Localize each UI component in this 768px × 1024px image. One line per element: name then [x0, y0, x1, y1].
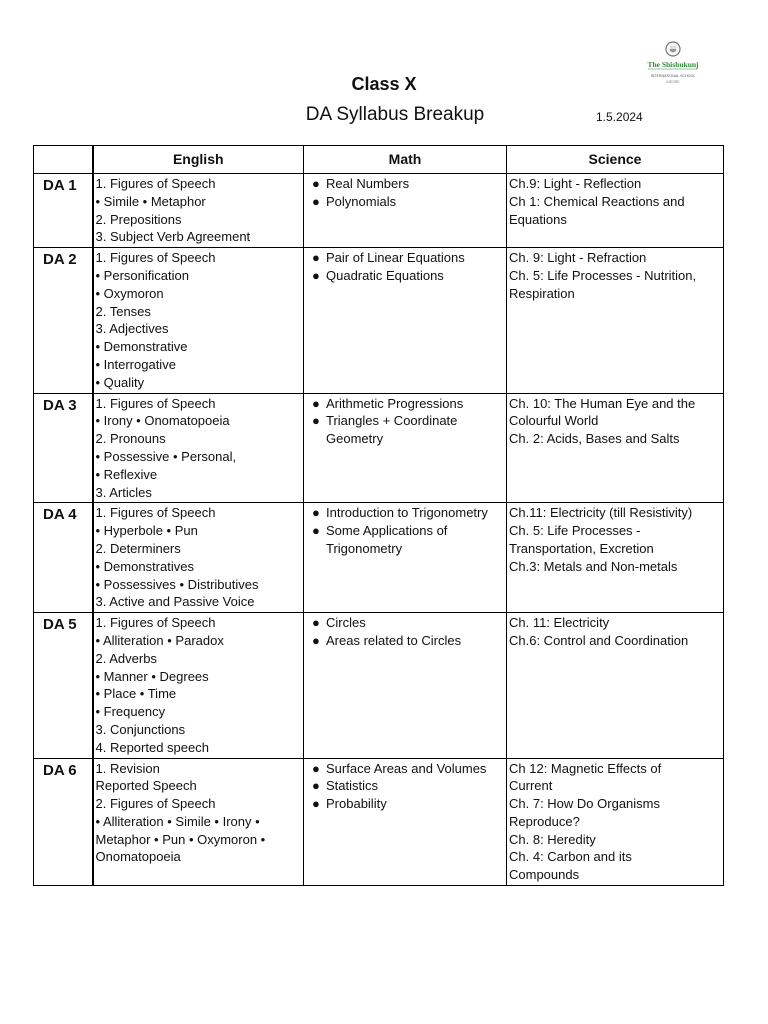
math-topic	[306, 504, 504, 522]
math-topic	[306, 412, 504, 448]
bullet-icon: ●	[312, 760, 320, 776]
row-label: DA 1	[34, 174, 93, 248]
science-topic: Current	[509, 778, 553, 794]
science-topic: Ch 1: Chemical Reactions and	[509, 193, 685, 209]
math-topic	[306, 777, 504, 795]
english-topic: • Reflexive	[95, 466, 158, 482]
english-topic: • Demonstratives	[95, 558, 194, 574]
math-topic-text: Statistics	[326, 778, 379, 794]
english-topic: • Manner • Degrees	[95, 668, 209, 684]
english-topic: 2. Adverbs	[95, 650, 157, 666]
science-topic: Ch. 11: Electricity	[509, 615, 610, 631]
math-topic	[306, 193, 504, 211]
science-cell	[507, 393, 724, 503]
science-topic: Ch. 2: Acids, Bases and Salts	[509, 431, 680, 447]
math-topic	[306, 522, 504, 558]
science-cell	[507, 248, 724, 393]
column-header-math: Math	[304, 146, 507, 174]
science-cell	[507, 613, 724, 758]
math-topic-list	[306, 175, 504, 211]
math-topic-text: Some Applications of Trigonometry	[326, 523, 448, 556]
math-topic-text: Arithmetic Progressions	[326, 395, 464, 411]
english-topic: 2. Determiners	[95, 540, 181, 556]
science-topic: Ch. 4: Carbon and its	[509, 849, 632, 865]
math-topic-list	[306, 395, 504, 448]
english-topic: Reported Speech	[95, 778, 197, 794]
science-topic: Respiration	[509, 285, 575, 301]
english-cell	[93, 393, 304, 503]
math-topic	[306, 614, 504, 632]
science-topic: Ch. 9: Light - Refraction	[509, 250, 647, 266]
table-row	[34, 393, 724, 503]
table-row	[34, 758, 724, 886]
math-cell	[304, 248, 507, 393]
english-topic: 1. Figures of Speech	[95, 250, 216, 266]
english-topic: 1. Figures of Speech	[95, 505, 216, 521]
math-topic	[306, 632, 504, 650]
column-header-science: Science	[507, 146, 724, 174]
math-topic-text: Circles	[326, 615, 366, 631]
math-topic	[306, 249, 504, 267]
bullet-icon: ●	[312, 632, 320, 648]
science-topic: Ch 12: Magnetic Effects of	[509, 760, 662, 776]
math-topic	[306, 175, 504, 193]
math-topic-text: Triangles + Coordinate Geometry	[326, 413, 458, 447]
math-topic-list	[306, 249, 504, 285]
math-topic	[306, 267, 504, 285]
science-topic: Reproduce?	[509, 813, 580, 829]
english-topic: • Interrogative	[95, 356, 176, 372]
logo-subtext: INTERNATIONAL SCHOOL	[650, 74, 696, 78]
math-topic-text: Surface Areas and Volumes	[326, 760, 487, 776]
row-label: DA 6	[34, 758, 93, 886]
english-topic: 1. Revision	[95, 760, 160, 776]
math-cell	[304, 174, 507, 248]
bullet-icon: ●	[312, 778, 320, 794]
english-topic: Metaphor • Pun • Oxymoron •	[95, 831, 266, 847]
math-topic-list	[306, 614, 504, 650]
science-topic: Ch. 10: The Human Eye and the	[509, 395, 696, 411]
table-row	[34, 174, 724, 248]
page-subtitle: DA Syllabus Breakup	[305, 104, 485, 125]
science-topic: Ch.11: Electricity (till Resistivity)	[509, 505, 693, 521]
english-topic: • Simile • Metaphor	[95, 193, 206, 209]
english-topic: • Personification	[95, 267, 189, 283]
bullet-icon: ●	[312, 615, 320, 631]
english-topic: 3. Subject Verb Agreement	[95, 229, 251, 245]
science-topic: Colourful World	[509, 413, 599, 429]
english-topic: 3. Adjectives	[95, 321, 169, 337]
english-topic: Onomatopoeia	[95, 849, 181, 865]
english-topic: • Frequency	[95, 704, 166, 720]
logo-wordmark: The Shishukunj	[647, 60, 699, 69]
english-topic: 3. Active and Passive Voice	[95, 594, 255, 610]
science-topic: Ch.9: Light - Reflection	[509, 176, 642, 191]
row-label: DA 5	[34, 613, 93, 758]
english-topic: • Possessive • Personal,	[95, 448, 237, 464]
english-cell	[93, 758, 304, 886]
bullet-icon: ●	[312, 395, 320, 411]
math-topic-text: Quadratic Equations	[326, 267, 444, 283]
english-topic: 2. Pronouns	[95, 431, 166, 447]
bullet-icon: ●	[312, 796, 320, 812]
math-topic-text: Probability	[326, 796, 387, 812]
science-cell	[507, 758, 724, 886]
math-cell	[304, 758, 507, 886]
bullet-icon: ●	[312, 523, 320, 539]
math-topic-list	[306, 504, 504, 557]
english-topic: 4. Reported speech	[95, 739, 209, 755]
math-topic	[306, 395, 504, 413]
row-label: DA 4	[34, 503, 93, 613]
math-topic-text: Pair of Linear Equations	[326, 250, 465, 266]
math-cell	[304, 393, 507, 503]
row-label: DA 2	[34, 248, 93, 393]
science-topic: Ch. 8: Heredity	[509, 831, 596, 847]
page-title: Class X	[351, 74, 417, 94]
english-topic: 2. Prepositions	[95, 211, 182, 227]
english-topic: • Alliteration • Paradox	[95, 632, 224, 648]
english-topic: 3. Conjunctions	[95, 721, 186, 737]
english-topic: • Quality	[95, 374, 145, 390]
english-topic: • Demonstrative	[95, 339, 188, 355]
science-topic: Transportation, Excretion	[509, 540, 654, 556]
row-label: DA 3	[34, 393, 93, 503]
english-topic: • Place • Time	[95, 686, 177, 702]
science-topic: Ch. 5: Life Processes - Nutrition,	[509, 267, 697, 283]
science-topic: Compounds	[509, 867, 580, 883]
science-topic: Ch. 7: How Do Organisms	[509, 796, 660, 812]
math-topic	[306, 795, 504, 813]
english-topic: • Possessives • Distributives	[95, 576, 259, 592]
english-topic: 1. Figures of Speech	[95, 176, 216, 191]
english-cell	[93, 503, 304, 613]
english-cell	[93, 613, 304, 758]
bullet-icon: ●	[312, 267, 320, 283]
english-topic: 1. Figures of Speech	[95, 395, 216, 411]
table-row	[34, 613, 724, 758]
crest-icon	[666, 42, 680, 56]
logo-city: INDORE	[666, 80, 680, 84]
math-topic	[306, 760, 504, 778]
table-header-row	[34, 146, 724, 174]
table-row	[34, 503, 724, 613]
bullet-icon: ●	[312, 176, 320, 191]
bullet-icon: ●	[312, 413, 320, 429]
science-cell	[507, 503, 724, 613]
science-topic: Ch.3: Metals and Non-metals	[509, 558, 678, 574]
science-topic: Ch.6: Control and Coordination	[509, 632, 689, 648]
math-cell	[304, 503, 507, 613]
english-topic: • Hyperbole • Pun	[95, 523, 198, 539]
math-cell	[304, 613, 507, 758]
english-topic: • Irony • Onomatopoeia	[95, 413, 230, 429]
column-header-english: English	[93, 146, 304, 174]
math-topic-text: Areas related to Circles	[326, 632, 462, 648]
bullet-icon: ●	[312, 250, 320, 266]
math-topic-list	[306, 760, 504, 813]
header-corner-cell	[34, 146, 93, 174]
english-topic: 2. Figures of Speech	[95, 796, 216, 812]
english-topic: 1. Figures of Speech	[95, 615, 216, 631]
english-cell	[93, 248, 304, 393]
math-topic-text: Polynomials	[326, 193, 397, 209]
english-topic: 2. Tenses	[95, 303, 151, 319]
english-topic: 3. Articles	[95, 484, 152, 500]
science-topic: Ch. 5: Life Processes -	[509, 523, 641, 539]
bullet-icon: ●	[312, 505, 320, 521]
english-topic: • Alliteration • Simile • Irony •	[95, 813, 260, 829]
syllabus-body	[34, 174, 724, 886]
syllabus-table	[33, 145, 724, 886]
science-topic: Equations	[509, 211, 567, 227]
math-topic-text: Introduction to Trigonometry	[326, 505, 488, 521]
science-cell	[507, 174, 724, 248]
table-row	[34, 248, 724, 393]
document-date: 1.5.2024	[596, 110, 643, 124]
bullet-icon: ●	[312, 193, 320, 209]
english-cell	[93, 174, 304, 248]
math-topic-text: Real Numbers	[326, 176, 410, 191]
english-topic: • Oxymoron	[95, 285, 164, 301]
